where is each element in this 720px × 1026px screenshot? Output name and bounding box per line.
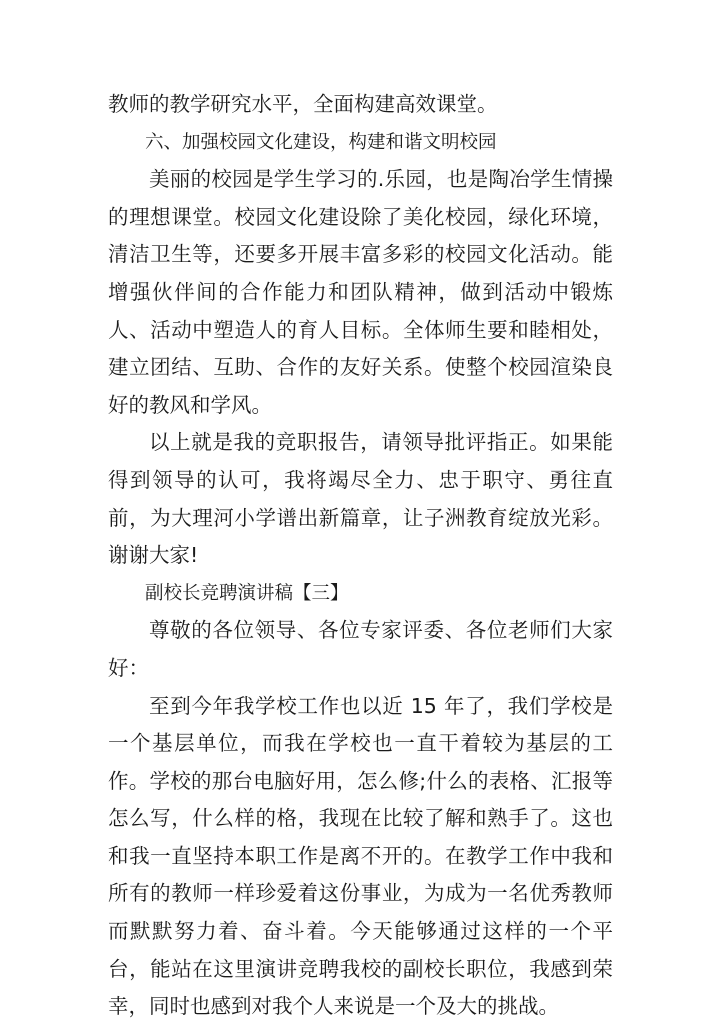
paragraph-campus-culture: 美丽的校园是学生学习的.乐园，也是陶冶学生情操的理想课堂。校园文化建设除了美化校园，绿化环境，清洁卫生等，还要多开展丰富多彩的校园文化活动。能增强伙伴间的合作能力和团队精神，做到活动中锻炼人、活动中塑造人的育人目标。全体师生要和睦相处，建立团结、互助、合作的友好关系。使整个校园渲染良好的教风和学风。 — [108, 167, 613, 417]
paragraph-closing: 以上就是我的竞职报告，请领导批评指正。如果能得到领导的认可，我将竭尽全力、忠于职守、勇往直前，为大理河小学谱出新篇章，让子洲教育绽放光彩。谢谢大家! — [108, 430, 613, 568]
section-heading-culture: 六、加强校园文化建设，构建和谐文明校园 — [145, 131, 497, 153]
document-page — [108, 86, 613, 1026]
paragraph-introduction: 至到今年我学校工作也以近 15 年了，我们学校是一个基层单位，而我在学校也一直干着较为基层的工作。学校的那台电脑好用，怎么修;什么的表格、汇报等怎么写，什么样的格，我现在比较了解和熟手了。这也和我一直坚持本职工作是离不开的。在教学工作中我和所有的教师一样珍爱着这份事业，为成为一名优秀教师而默默努力着、奋斗着。今天能够通过这样的一个平台，能站在这里演讲竞聘我校的副校长职位，我感到荣幸，同时也感到对我个人来说是一个及大的挑战。 — [108, 693, 613, 1019]
paragraph-greeting: 尊敬的各位领导、各位专家评委、各位老师们大家好： — [108, 618, 613, 680]
speech-title-three: 副校长竞聘演讲稿【三】 — [145, 582, 349, 604]
paragraph-continuation: 教师的教学研究水平，全面构建高效课堂。 — [108, 92, 498, 116]
